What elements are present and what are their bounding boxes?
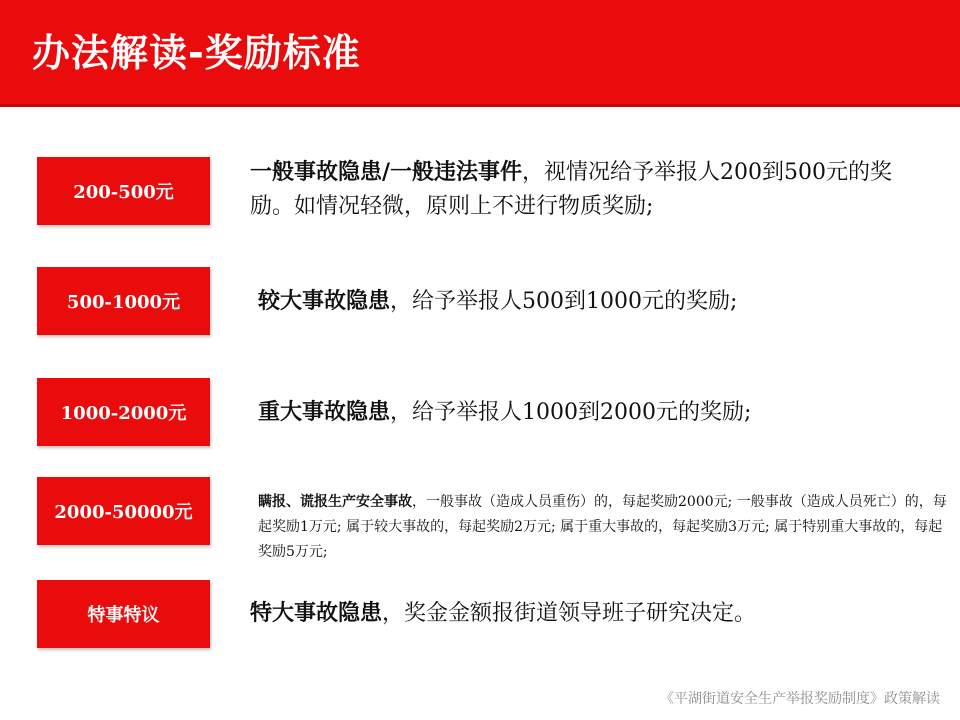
reward-description-3	[258, 395, 908, 430]
reward-category-3: 重大事故隐患	[258, 399, 391, 425]
page-title: 办法解读-奖励标准	[32, 31, 361, 75]
reward-detail-2: ，给予举报人500到1000元的奖励;	[390, 289, 738, 314]
reward-detail-4: ，一般事故（造成人员重伤）的，每起奖励2000元; 一般事故（造成人员死亡）的，每起奖励1万元; 属于较大事故的，每起奖励2万元; 属于重大事故的，每起奖励3万元; 属于特别重大事故的，每起奖励5万元;	[258, 494, 947, 560]
footer-caption: 《平湖街道安全生产举报奖励制度》政策解读	[660, 691, 940, 707]
reward-category-1: 一般事故隐患/一般违法事件	[250, 159, 523, 185]
reward-description-5	[250, 596, 940, 631]
header-divider	[0, 104, 960, 107]
reward-badge-5: 特事特议	[37, 580, 210, 648]
reward-badge-3: 1000-2000元	[37, 378, 210, 446]
reward-category-4: 瞒报、谎报生产安全事故	[258, 494, 412, 510]
reward-detail-1: ，视情况给予举报人200到500元的奖励。如情况轻微，原则上不进行物质奖励;	[250, 160, 893, 219]
reward-description-4	[258, 490, 951, 565]
reward-badge-4: 2000-50000元	[37, 477, 210, 545]
reward-category-2: 较大事故隐患	[258, 288, 391, 314]
reward-badge-1: 200-500元	[37, 157, 210, 225]
reward-description-2	[258, 284, 908, 319]
reward-detail-5: ，奖金金额报街道领导班子研究决定。	[382, 601, 757, 626]
reward-detail-3: ，给予举报人1000到2000元的奖励;	[390, 400, 752, 425]
reward-badge-2: 500-1000元	[37, 267, 210, 335]
header-bar	[0, 0, 960, 104]
reward-description-1	[250, 155, 900, 224]
reward-category-5: 特大事故隐患	[250, 600, 383, 626]
